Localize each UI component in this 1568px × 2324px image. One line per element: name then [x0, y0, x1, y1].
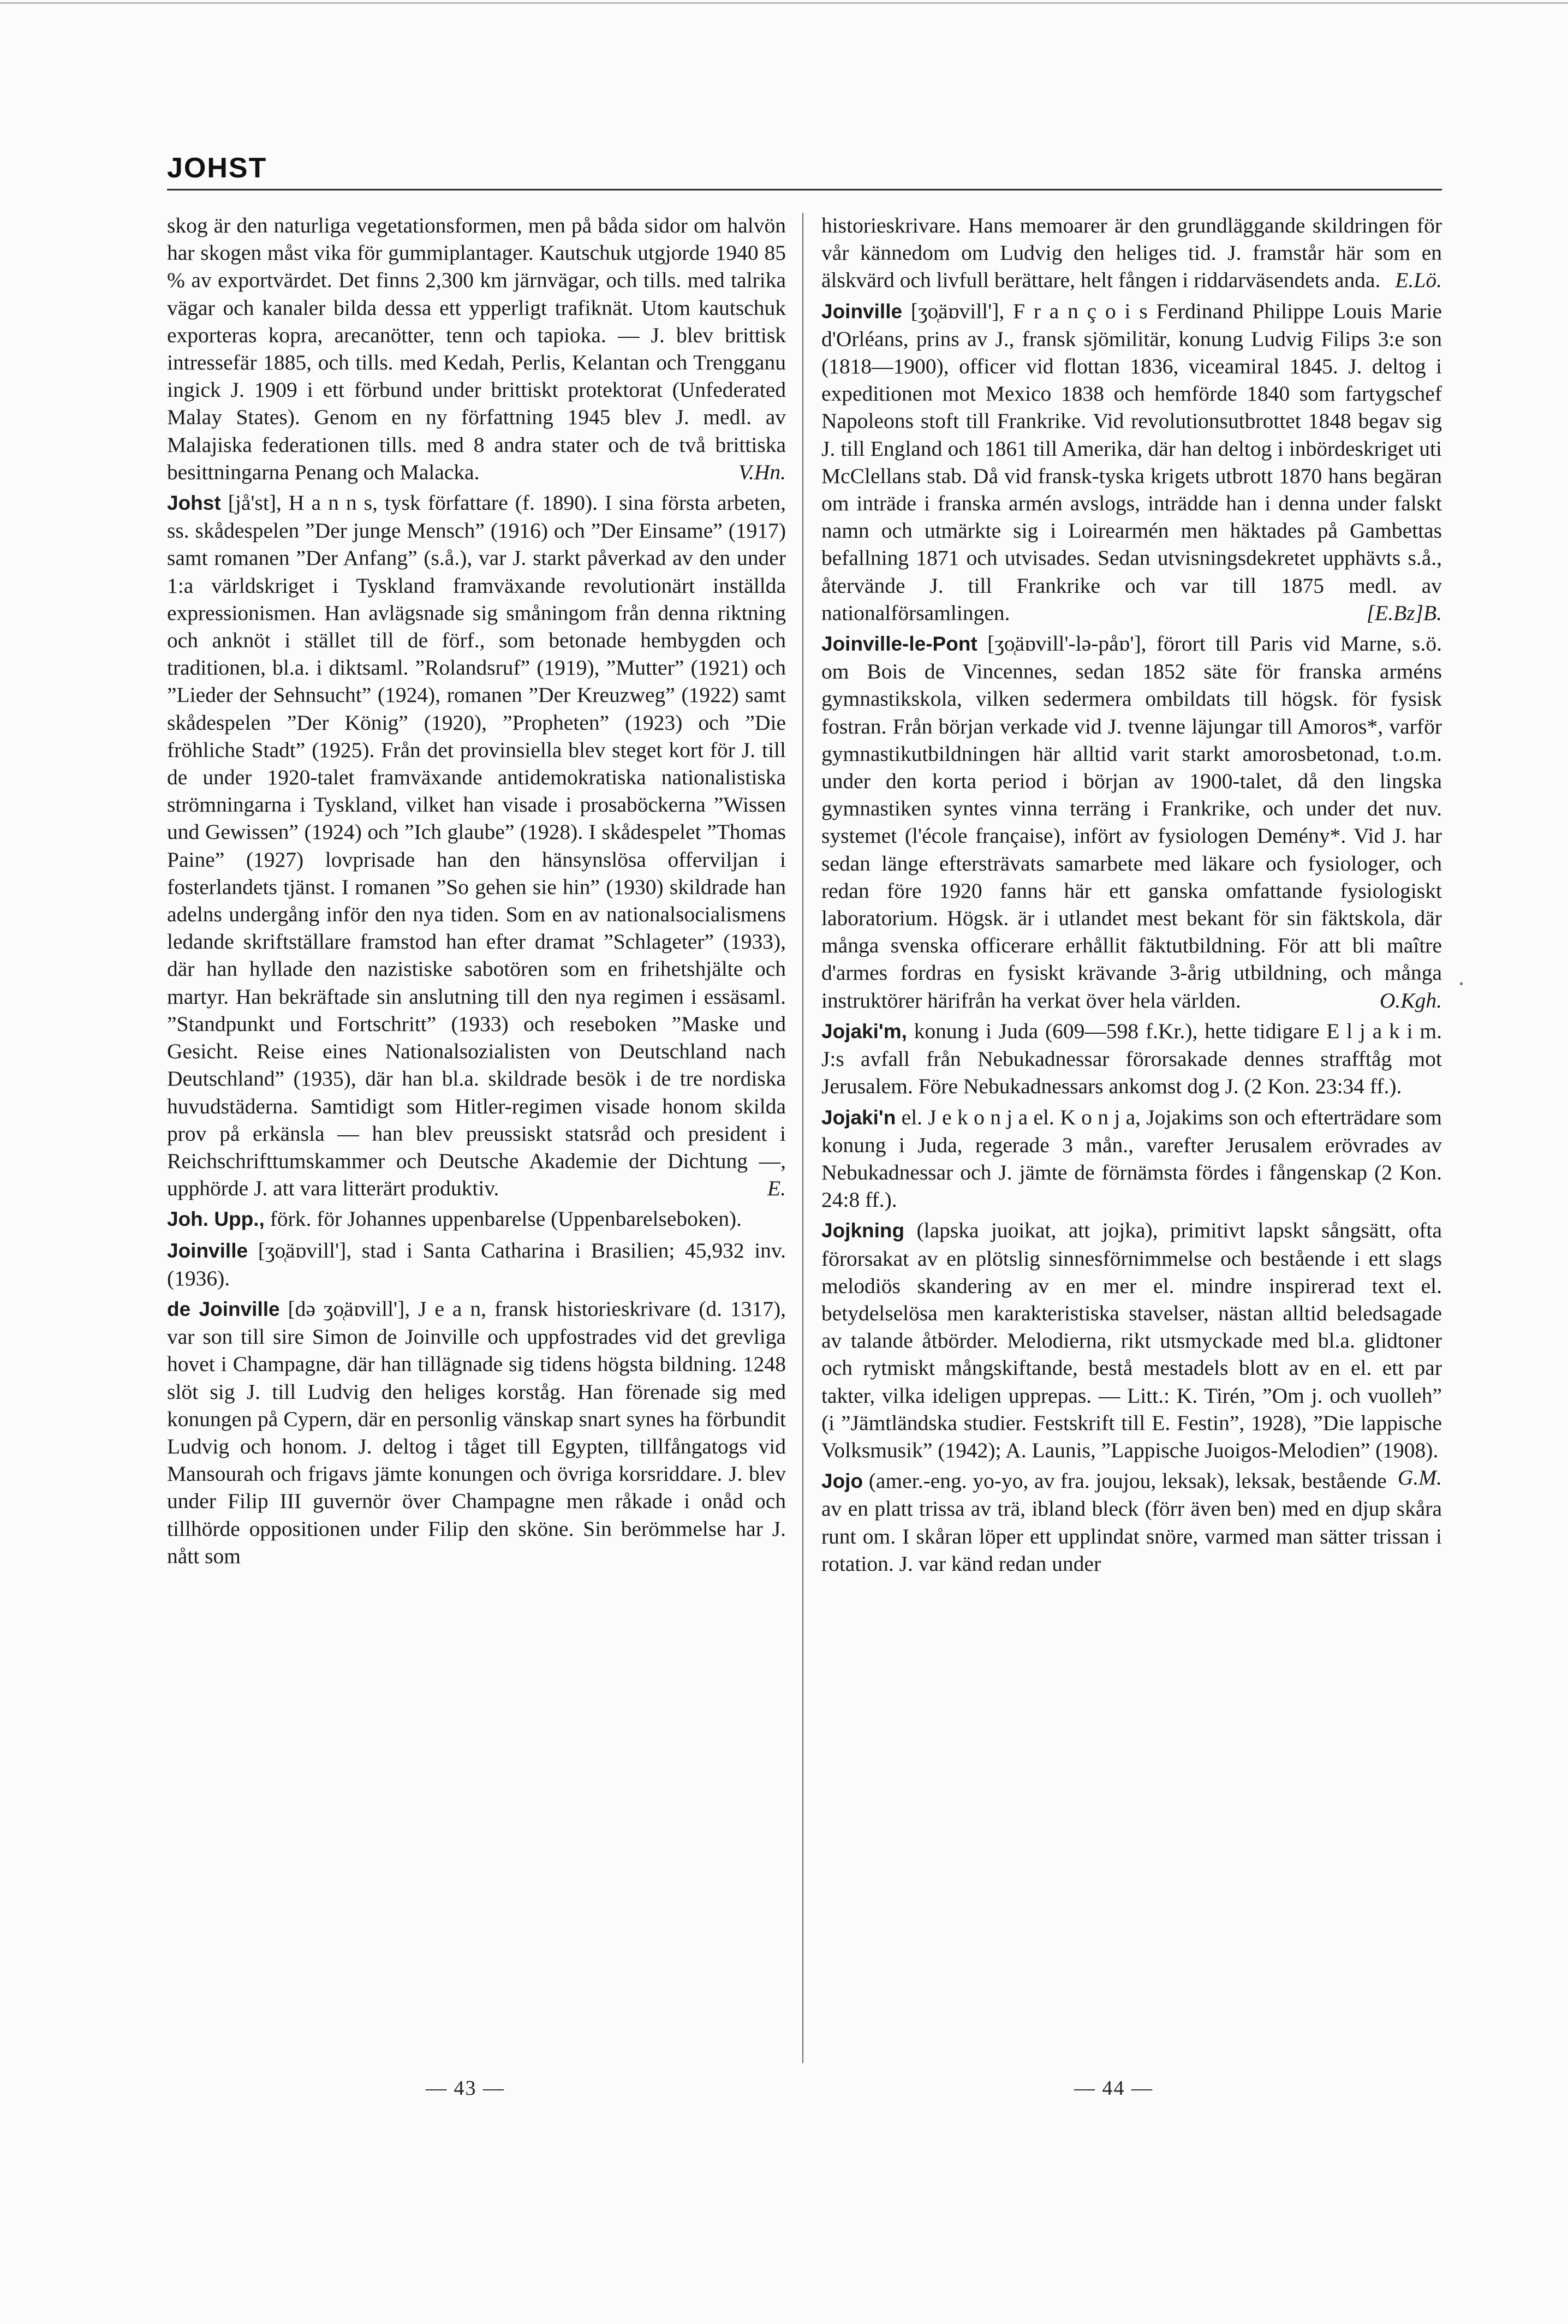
entry-text: skog är den naturliga vegetationsformen, men på båda sidor om halvön har skogen måst vika för gummiplantager. Kautschuk utgjorde 1940 85 % av exportvärdet. Det finns 2,300 km järnvägar, och tills. med talrika vägar och kanaler bilda dessa ett ypperligt trafiknät. Utom kautschuk exporteras kopra, arecanötter, tenn och tapioka. — J. blev brittisk intressefär 1885, och tills. med Kedah, Perlis, Kelantan och Trengganu ingick J. 1909 i ett förbund under brittiskt protektorat (Unfederated Malay States). Genom en ny författning 1945 blev J. medl. av Malajiska federationen tills. med 8 andra stater och de två brittiska besittningarna Penang och Malacka.: [167, 213, 786, 484]
dictionary-entry: [167, 1295, 786, 1570]
author-signature: [E.Bz]B.: [1366, 600, 1442, 625]
entry-text: förk. för Johannes uppenbarelse (Uppenbarelseboken).: [270, 1207, 742, 1231]
entry-headword: Jojo: [821, 1470, 863, 1493]
dictionary-entry: [167, 1237, 786, 1292]
dictionary-entry: [821, 630, 1442, 1014]
dictionary-entry: [821, 1467, 1442, 1577]
page-number-left: — 43 —: [426, 2077, 505, 2100]
entry-headword: Joinville: [167, 1239, 248, 1262]
entry-text: [jå'st], H a n n s, tysk författare (f. 1890). I sina första arbeten, ss. skådespelen ”Der junge Mensch” (1916) och ”Der Einsame” (1917) samt romanen ”Der Anfang” (s.å.), var J. starkt påverkad av den under 1:a världskriget i Tyskland framväxande revolutionärt inställda expressionismen. Han avlägsnade sig småningom från denna riktning och anknöt i stället till de förf., som betonade hembygden och traditionen, bl.a. i diktsaml. ”Rolandsruf” (1919), ”Mutter” (1921) och ”Lieder der Sehnsucht” (1924), romanen ”Der Kreuzweg” (1922) samt skådespelen ”Der König” (1920), ”Propheten” (1923) och ”Die fröhliche Stadt” (1925). Från det provinsiella blev steget kort för J. till de under 1920-talet framväxande antidemokratiska nationalistiska strömningarna i Tyskland, vilket han visade i prosaböckerna ”Wissen und Gewissen” (1924) och ”Ich glaube” (1928). I skådespelet ”Thomas Paine” (1927) lovprisade han den hänsynslösa offerviljan i fosterlandets tjänst. I romanen ”So gehen sie hin” (1930) skildrade han adelns undergång inför den nya tiden. Som en av nationalsocialismens ledande skriftställare framstod han efter dramat ”Schlageter” (1933), där han hyllade den nazistiske sabotören som en frihetshjälte och martyr. Han bekräftade sin anslutning till den nya regimen i essäsaml. ”Standpunkt und Fortschritt” (1933) och reseboken ”Maske und Gesicht. Reise eines Nationalsozialisten von Deutschland nach Deutschland” (1935), där han bl.a. skildrade besök i de tre nordiska huvudstäderna. Samtidigt som Hitler-regimen visade honom skilda prov på erkänsla — han blev preussiskt statsråd och president i Reichschrifttumskammer och Deutsche Akademie der Dichtung —, upphörde J. att vara litterärt produktiv.: [167, 491, 786, 1201]
author-signature: V.Hn.: [738, 460, 786, 484]
entry-text: [ʒo̜äɒvill'], F r a n ç o i s Ferdinand Philippe Louis Marie d'Orléans, prins av J., fransk sjömilitär, konung Ludvig Filips 3:e son (1818—1900), officer vid flottan 1836, viceamiral 1845. J. deltog i expeditionen mot Mexico 1838 och hemförde 1840 som fartygschef Napoleons stoft till Frankrike. Vid revolutionsutbrottet 1848 begav sig J. till England och 1861 till Amerika, där han deltog i inbördeskriget uti McClellans stab. Då vid fransk-tyska krigets utbrott 1870 hans begäran om inträde i franska armén avslogs, inträdde han i denna under falskt namn och utmärkte sig i Loirearmén men häktades på Gambettas befallning 1871 och utvisades. Sedan utvisningsdekretet upphävts s.å., återvände J. till Frankrike och var till 1875 medl. av nationalförsamlingen.: [821, 299, 1442, 625]
entry-headword: de Joinville: [167, 1297, 280, 1320]
page-number-right: — 44 —: [1074, 2077, 1153, 2100]
entry-text: historieskrivare. Hans memoarer är den grundläggande skildringen för vår kännedom om Ludvig den heliges tid. J. framstår här som en älskvärd och livfull berättare, helt fången i riddarväsendets anda.: [821, 213, 1442, 293]
entry-headword: Jojkning: [821, 1219, 905, 1242]
left-column: [167, 212, 786, 1573]
dictionary-entry: [167, 1205, 786, 1233]
entry-text: [ʒo̜äɒvill'], stad i Santa Catharina i Brasilien; 45,932 inv. (1936).: [167, 1238, 786, 1290]
entry-text: el. J e k o n j a el. K o n j a, Jojakims son och efterträdare som konung i Juda, regerade 3 mån., varefter Jerusalem erövrades av Nebukadnessar och J. jämte de förnämsta fördes i fångenskap (2 Kon. 24:8 ff.).: [821, 1105, 1442, 1212]
entry-headword: Jojaki'm,: [821, 1020, 907, 1042]
scan-edge: [0, 2, 1568, 4]
dictionary-entry: [821, 1017, 1442, 1100]
author-signature: E.: [767, 1176, 786, 1201]
dictionary-entry: [167, 489, 786, 1202]
entry-headword: Joh. Upp.,: [167, 1208, 265, 1231]
entry-continuation: [821, 212, 1442, 294]
margin-mark: [1460, 982, 1463, 985]
entry-headword: Joinville: [821, 300, 903, 323]
author-signature: E.Lö.: [1395, 268, 1442, 293]
column-divider: [802, 213, 803, 2063]
dictionary-entry: [821, 297, 1442, 627]
right-column: [821, 212, 1442, 1581]
entry-headword: Joinville-le-Pont: [821, 633, 977, 656]
dictionary-entry: [821, 1104, 1442, 1214]
running-head: JOHST: [167, 152, 267, 184]
entry-text: [ʒo̜äɒvill'-lə-påɒ'], förort till Paris vid Marne, s.ö. om Bois de Vincennes, sedan 1852 säte för franska arméns gymnastikskola, vilken sedermera ombildats till högsk. för fysisk fostran. Från början verkade vid J. tvenne läjungar till Amoros*, varför gymnastikutbildningen här alltid varit starkt amorosbetonad, t.o.m. under den korta period i början av 1900-talet, då den lingska gymnastiken syntes vinna terräng i Frankrike, och under det nuv. systemet (l'école française), infört av fysiologen Demény*. Vid J. har sedan länge eftersträvats samarbete med läkare och fysiologer, och redan före 1920 fanns här ett ganska omfattande fysiologiskt laboratorium. Högsk. är i utlandet mest bekant för sin fäktskola, där många svenska officerare erhållit fäktutbildning. För att bli maître d'armes fordras en fysiskt krävande 3-årig utbildning, och många instruktörer härifrån ha verkat över hela världen.: [821, 631, 1442, 1012]
author-signature: O.Kgh.: [1379, 988, 1442, 1012]
header-rule: [167, 189, 1442, 190]
entry-headword: Johst: [167, 492, 221, 515]
entry-text: konung i Juda (609—598 f.Kr.), hette tidigare E l j a k i m. J:s avfall från Nebukadnessar förorsakade dennes strafftåg mot Jerusalem. Före Nebukadnessars ankomst dog J. (2 Kon. 23:34 ff.).: [821, 1018, 1442, 1099]
entry-continuation: [167, 212, 786, 486]
entry-text: [də ʒo̜äɒvill'], J e a n, fransk historieskrivare (d. 1317), var son till sire Simon de Joinville och uppfostrades vid det grevliga hovet i Champagne, där han tillägnade sig tidens högsta bildning. 1248 slöt sig J. till Ludvig den heliges korståg. Han förenade sig med konungen på Cypern, där en personlig vänskap snart synes ha förbundit Ludvig och honom. J. deltog i tåget till Egypten, tillfångatogs vid Mansourah och frigavs jämte konungen och övriga korsriddare. J. blev under Filip III guvernör över Champagne men råkade i onåd och tillhörde oppositionen under Filip den sköne. Sin berömmelse har J. nått som: [167, 1296, 786, 1568]
entry-text: (lapska juoikat, att jojka), primitivt lapskt sångsätt, ofta förorsakat av en plötslig sinnesförnimmelse och bestående i ett slags melodiös skandering av en mer el. mindre inspirerad text el. betydelselösa men karakteristiska stavelser, nästan alltid beledsagade av talande åtbörder. Melodierna, rikt utsmyckade med bl.a. glidtoner och rytmiskt mångskiftande, bestå mestadels blott av en el. ett par takter, vilka ideligen upprepas. — Litt.: K. Tirén, ”Om j. och vuolleh” (i ”Jämtländska studier. Festskrift till E. Festin”, 1928), ”Die lappische Volksmusik” (1942); A. Launis, ”Lappische Juoigos-Melodien” (1908).: [821, 1218, 1442, 1462]
entry-headword: Jojaki'n: [821, 1106, 896, 1129]
entry-text: (amer.-eng. yo-yo, av fra. joujou, leksak), leksak, bestående av en platt trissa av trä, ibland bleck (förr även ben) med en djup skåra runt om. I skåran löper ett upplindat snöre, varmed man sätter trissan i rotation. J. var känd redan under: [821, 1469, 1442, 1576]
author-signature: G.M.: [1397, 1465, 1442, 1490]
